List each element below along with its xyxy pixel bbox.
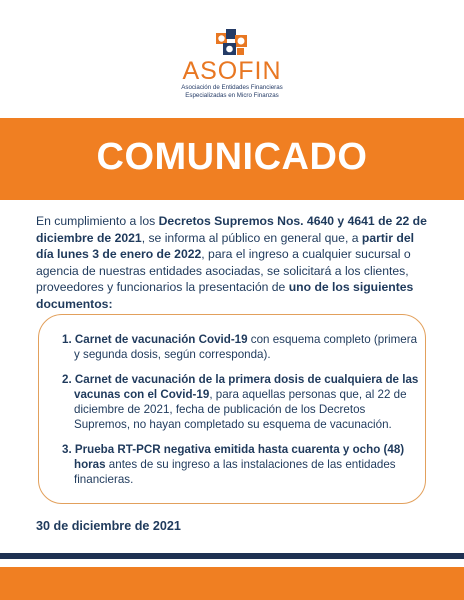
list-item [62,442,420,488]
list-item [62,372,420,433]
issue-date: 30 de diciembre de 2021 [36,519,181,533]
item-number: 1. [62,333,72,346]
footer-navy-bar [0,553,464,559]
header [0,0,464,103]
title-banner [0,118,464,200]
item-number: 2. [62,372,72,386]
item-bold-text: Prueba RT-PCR negativa emitida hasta cuarenta y ocho (48) horas [74,442,405,472]
requirements-list [62,332,420,497]
footer-orange-bar [0,567,464,600]
item-bold-text: Carnet de vacunación Covid-19 [74,333,248,346]
page-title: COMUNICADO [96,136,368,178]
logo-subtitle-line-1: Asociación de Entidades Financieras [181,84,283,91]
item-text: con esquema completo (primera y segunda dosis, según corresponda). [74,333,418,362]
intro-paragraph [36,213,430,312]
list-item [62,332,420,363]
intro-bold-decretos: Decretos Supremos Nos. 4640 y 4641 de 22 de diciembre de 2021 [36,214,427,245]
item-number: 3. [62,442,72,456]
item-text: antes de su ingreso a las instalaciones de las entidades financieras. [74,458,396,487]
intro-text-1: En cumplimiento a los [36,214,159,228]
intro-text-3: , para el ingreso a cualquier sucursal o agencia de nuestras entidades asociadas, se solicitará a los clientes, proveedores y funcionarios la presentación de [36,247,411,294]
logo-name: ASOFIN [182,57,282,85]
asofin-logo-icon [211,26,253,58]
intro-text-2: , se informa al público en general que, a [141,230,362,245]
intro-bold-fecha: partir del día lunes 3 de enero de 2022 [36,230,415,261]
item-text: , para aquellas personas que, al 22 de diciembre de 2021, fecha de publicación de los Decretos Supremos, no hayan completado su esquema de vacunación. [74,387,407,432]
logo-subtitle-line-2: Especializadas en Micro Finanzas [185,91,279,99]
intro-bold-documentos: uno de los siguientes documentos: [36,280,414,311]
item-bold-text: Carnet de vacunación de la primera dosis de cualquiera de las vacunas con el Covid-19 [74,372,419,401]
